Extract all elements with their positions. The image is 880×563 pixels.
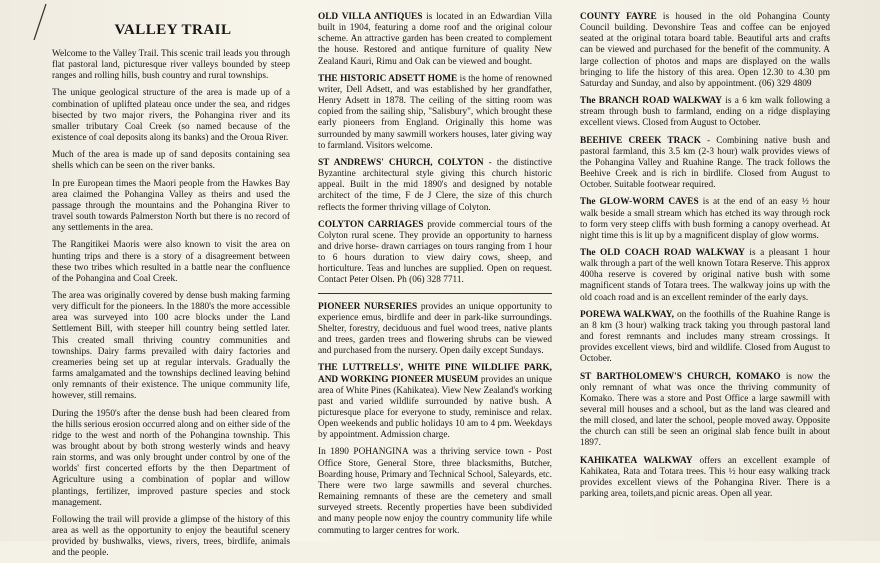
entry-pioneer-nurseries (318, 302, 552, 358)
entry-porewa-walkway (580, 310, 830, 366)
entry-text: is a pleasant 1 hour walk through a part of the well known Totara Reserve. This approx 400ha reserve is covered by original native bush with some magnificent stands of Totara trees. The walkway joins up with the old coach road and is an excellent reminder of the early days. (580, 247, 830, 303)
entry-heading: KAHIKATEA WALKWAY (580, 455, 693, 466)
entry-heading: PIONEER NURSERIES (318, 301, 418, 312)
entry-kahikatea-walkway (580, 456, 830, 501)
entry-pohangina-1890 (318, 447, 552, 536)
entry-text: - the distinctive Byzantine architectural style giving this church historic appeal. Built in the mid 1890's and designed by notable architect of the time, F de J Clere, the size of this church reflects the former thriving village of Colyton. (318, 157, 552, 213)
entry-heading: The OLD COACH ROAD WALKWAY (580, 247, 745, 258)
entry-heading: COLYTON CARRIAGES (318, 219, 424, 230)
entry-heading: BEEHIVE CREEK TRACK (580, 135, 701, 146)
entry-glow-worm-caves (580, 197, 830, 242)
entry-heading: COUNTY FAYRE (580, 12, 657, 22)
entry-text: is a 6 km walk following a stream through bush to farmland, ending on a ridge displaying excellent views. Closed from August to October. (580, 96, 830, 129)
entry-st-andrews-church (318, 158, 552, 214)
entry-text: is at the end of an easy ½ hour walk beside a small stream which has etched its way through rock to form very steep cliffs with bush forming a canopy overhead. At night time this is lit up by a magnificent display of glow worms. (580, 197, 830, 241)
entry-text: - Combining native bush and pastoral farmland, this 3.5 km (2-3 hour) walk provides views of the Pohangina Valley and Ruahine Range. The track follows the Beehive Creek and is rich in birdlife. Closed from August to October. Suitable footwear required. (580, 135, 830, 191)
section-divider (318, 293, 552, 294)
entry-old-coach-road-walkway (580, 248, 830, 304)
entry-heading: THE HISTORIC ADSETT HOME (318, 73, 458, 84)
entry-beehive-creek-track (580, 136, 830, 192)
entry-text: on the foothills of the Ruahine Range is an 8 km (3 hour) walking track taking you through pastoral land and forest remnants and includes many stream crossings. It provides excellent views, bird and wildlife. Closed from August to October. (580, 309, 831, 365)
paragraph: The Rangitikei Maoris were also known to visit the area on hunting trips and there is a story of a disagreement between these two tribes which resulted in a battle near the confluence of the Pohangina and Coal Creek. (52, 240, 290, 284)
entry-old-villa-antiques (318, 12, 552, 68)
entry-heading: The BRANCH ROAD WALKWAY (580, 96, 723, 107)
entry-text: provides an unique area of White Pines (Kahikatea). View New Zealand's working past and varied wildlife surrounded by native bush. A picturesque place for everyone to study, reminisce and relax. Open weekends and public holidays 10 am to 4 pm. Weekdays by appointment. Admission charge. (318, 374, 552, 441)
paragraph: During the 1950's after the dense bush had been cleared from the hills serious erosion occurred along and on either side of the ridge to the west and north of the Pohangina township. This was brought about by both strong westerly winds and heavy rain storms, and was only brought under control by one of the worlds' first concerted efforts by the then Department of Agriculture using a combination of poplar and willow plantings, fertilizer, improved pasture species and stock management. (52, 408, 290, 508)
entry-text: is the home of renowned writer, Dell Adsett, and was established by her grandfather, Henry Adsett in 1878. The ceiling of the sitting room was copied from the sailing ship, "Salisbury", which brought these early pioneers from England. Originally this home was surrounded by many sawmill workers houses, later giving way to farmland. Visitors welcome. (318, 73, 552, 151)
pen-mark (32, 2, 48, 42)
paragraph: The unique geological structure of the area is made up of a combination of uplifted plateau once under the sea, and ridges bisected by two major rivers, the Pohangina river and its smaller tributary Coal Creek (so named because of the existence of coal deposits along its banks) and the Oroua River. (52, 88, 290, 144)
entry-heading: The GLOW-WORM CAVES (580, 197, 699, 208)
column-left (52, 22, 290, 563)
entry-text: is housed in the old Pohangina County Council building. Devonshire Teas and coffee can be enjoyed seated at the original totara board table. Beautiful arts and crafts can be viewed and purchased for the benefit of the community. A large collection of photos and maps are displayed on the walls bringing to life the history of this area. Open 12.30 to 4.30 pm Saturday and Sunday, and also by appointment. (06) 329 4809 (580, 12, 831, 89)
entry-text: is located in an Edwardian Villa built in 1904, featuring a dome roof and the original colour scheme. An attractive garden has been created to complement the house. Restored and antique furniture of quality New Zealand Kauri, Rimu and Oak can be viewed and bought. (318, 12, 552, 67)
paragraph: In pre European times the Maori people from the Hawkes Bay area claimed the Pohangina Valley as theirs and used the passage through the mountains and the Pohangina River to travel south towards Palmerston North but there is no record of any settlements in the area. (52, 178, 290, 234)
entry-text: provides an unique opportunity to experience emus, birdlife and deer in park-like surroundings. Shelter, forestry, deciduous and fuel wood trees, native plants and trees, garden trees and flowering shrubs can be viewed and purchased from the nursery. Open daily except Sundays. (318, 301, 552, 357)
entry-text: provide commercial tours of the Colyton rural scene. They provide an opportunity to harness and drive horse- drawn carriages on tours ranging from 1 hour to 6 hours duration to view dairy cows, sheep, and horticulture. Teas and lunches are supplied. Open on request. Contact Peter Olsen. Ph (06) 328 7711. (318, 219, 552, 286)
entry-adsett-home (318, 74, 552, 152)
entry-heading: THE LUTTRELLS', WHITE PINE WILDLIFE PARK, AND WORKING PIONEER MUSEUM (318, 363, 552, 385)
page-title: VALLEY TRAIL (114, 22, 232, 38)
entry-branch-road-walkway (580, 96, 830, 129)
column-right (580, 12, 830, 553)
paragraph: The area was originally covered by dense bush making farming very difficult for the pioneers. In the 1880's the more accessible area was surveyed into 100 acre blocks under the Land Settlement Bill, with steeper hill country being settled later. This created small thriving country communities and townships. Dairy farms prevailed with dairy factories and creameries being set up at regular intervals. Gradually the farms amalgamated and the townships declined leaving behind only remnants of their existence. The unique community life, however, still remains. (52, 290, 290, 402)
paragraph: Welcome to the Valley Trail. This scenic trail leads you through flat pastoral land, picturesque river valleys bounded by steep ranges and rolling hills, bush country and rural townships. (52, 49, 290, 82)
entry-colyton-carriages (318, 220, 552, 287)
entry-st-bartholomews-church (580, 372, 830, 450)
column-middle (318, 12, 552, 553)
entry-heading: ST BARTHOLOMEW'S CHURCH, KOMAKO (580, 371, 781, 382)
entry-county-fayre (580, 12, 830, 90)
entry-text: is now the only remnant of what was once the thriving community of Komako. There was a store and Post Office a large sawmill with several mill houses and a school, but as the land was cleared and the mill closed, and later the school, people moved away. Opposite the church can still be seen an original slab fence built in about 1897. (580, 371, 830, 449)
entry-luttrells-wildlife-park (318, 363, 552, 441)
entry-text: In 1890 POHANGINA was a thriving service town - Post Office Store, General Store, three blacksmiths, Butcher, Boarding house, Primary and Technical School, Saleyards, etc. There were two large sawmills and several churches. Remaining remnants of these are the cemetery and small surveyed streets. Recently properties have been subdivided and many people now enjoy the country community life while commuting to larger centres for work. (318, 447, 552, 536)
entry-heading: POREWA WALKWAY, (580, 309, 674, 320)
entry-text: offers an excellent example of Kahikatea, Rata and Totara trees. This ½ hour easy walking track provides excellent views of the Pohangina River. There is a parking area, toilets,and picnic areas. Open all year. (580, 455, 830, 500)
paragraph: Following the trail will provide a glimpse of the history of this area as well as the opportunity to enjoy the beautiful scenery provided by bushwalks, views, rivers, trees, birdlife, animals and the people. (52, 514, 290, 559)
paragraph: Much of the area is made up of sand deposits containing sea shells which can be seen on the river banks. (52, 150, 290, 172)
entry-heading: OLD VILLA ANTIQUES (318, 12, 423, 22)
entry-heading: ST ANDREWS' CHURCH, COLYTON (318, 157, 484, 168)
